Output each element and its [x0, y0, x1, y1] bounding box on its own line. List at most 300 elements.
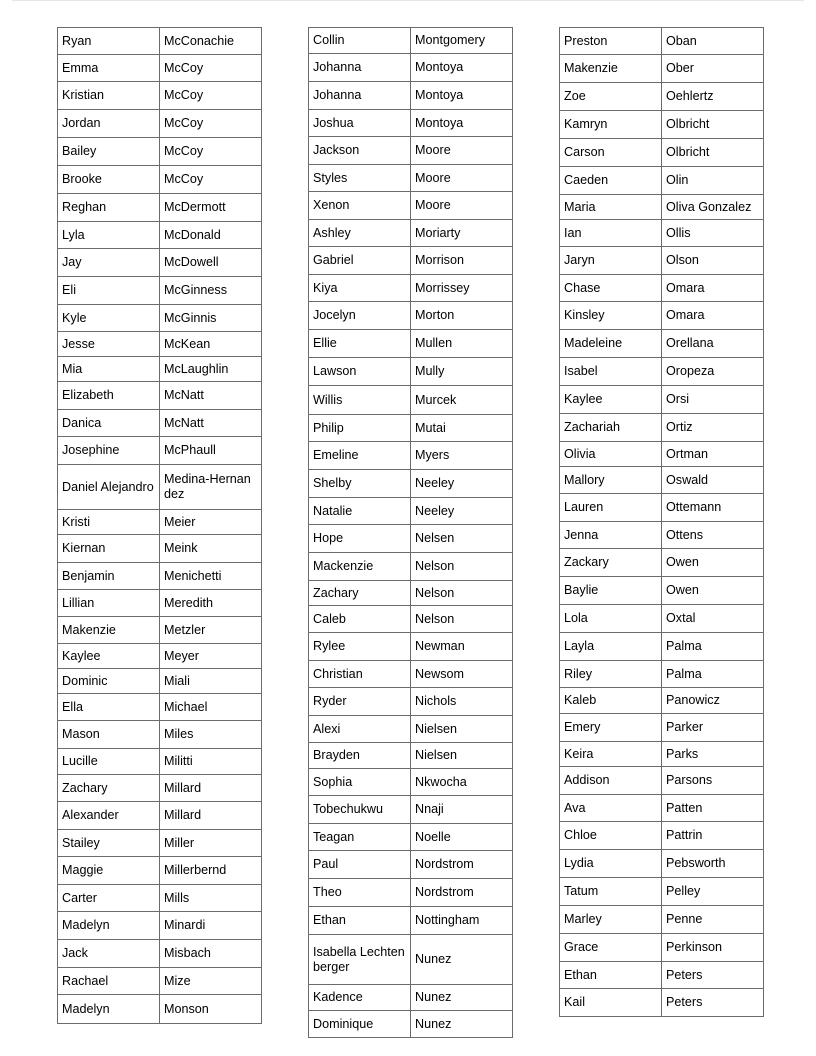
table-row	[58, 721, 262, 749]
table-row	[58, 332, 262, 357]
last-name-cell: Oswald	[662, 467, 764, 494]
last-name-cell: Montgomery	[411, 28, 513, 54]
first-name-cell: Brooke	[58, 166, 160, 194]
first-name-cell: Zackary	[560, 549, 662, 577]
first-name-cell: Lydia	[560, 850, 662, 878]
last-name-cell: McDowell	[160, 249, 262, 277]
table-row	[58, 669, 262, 694]
last-name-cell: Neeley	[411, 470, 513, 498]
table-row	[560, 302, 764, 330]
last-name-cell: Nnaji	[411, 796, 513, 824]
last-name-cell: Montoya	[411, 54, 513, 82]
table-row	[58, 357, 262, 382]
first-name-cell: Lawson	[309, 358, 411, 386]
first-name-cell: Shelby	[309, 470, 411, 498]
table-row	[58, 382, 262, 410]
table-row	[560, 795, 764, 822]
first-name-cell: Baylie	[560, 577, 662, 605]
last-name-cell: Ottemann	[662, 494, 764, 522]
table-row	[309, 661, 513, 688]
first-name-cell: Styles	[309, 165, 411, 192]
table-row	[560, 522, 764, 549]
last-name-cell: Ortiz	[662, 414, 764, 442]
first-name-cell: Reghan	[58, 194, 160, 222]
first-name-cell: Bailey	[58, 138, 160, 166]
last-name-cell: Nichols	[411, 688, 513, 716]
last-name-cell: Miles	[160, 721, 262, 749]
table-row	[309, 302, 513, 330]
last-name-cell: McGinness	[160, 277, 262, 305]
first-name-cell: Joshua	[309, 110, 411, 137]
table-row	[309, 247, 513, 275]
first-name-cell: Hope	[309, 525, 411, 553]
table-row	[560, 139, 764, 167]
last-name-cell: Oliva Gonzalez	[662, 195, 764, 220]
first-name-cell: Keira	[560, 742, 662, 767]
table-row	[309, 165, 513, 192]
table-row	[560, 494, 764, 522]
last-name-cell: Ottens	[662, 522, 764, 549]
last-name-cell: Orellana	[662, 330, 764, 358]
table-row	[560, 661, 764, 688]
last-name-cell: Nunez	[411, 985, 513, 1011]
first-name-cell: Dominic	[58, 669, 160, 694]
table-row	[560, 688, 764, 714]
last-name-cell: Montoya	[411, 110, 513, 137]
table-row	[58, 802, 262, 830]
last-name-cell: Millard	[160, 775, 262, 802]
last-name-cell: Nunez	[411, 1011, 513, 1038]
table-row	[58, 912, 262, 940]
first-name-cell: Zachary	[309, 581, 411, 606]
last-name-cell: McDonald	[160, 222, 262, 249]
last-name-cell: Militti	[160, 749, 262, 775]
table-row	[560, 989, 764, 1017]
first-name-cell: Ethan	[560, 962, 662, 989]
last-name-cell: Mullen	[411, 330, 513, 358]
table-row	[309, 137, 513, 165]
table-row	[58, 617, 262, 644]
last-name-cell: Perkinson	[662, 934, 764, 962]
table-row	[560, 714, 764, 742]
last-name-cell: Panowicz	[662, 688, 764, 714]
table-row	[58, 857, 262, 885]
first-name-cell: Lucille	[58, 749, 160, 775]
first-name-cell: Lauren	[560, 494, 662, 522]
table-row	[560, 28, 764, 55]
first-name-cell: Tatum	[560, 878, 662, 906]
last-name-cell: Palma	[662, 661, 764, 688]
last-name-cell: Moore	[411, 137, 513, 165]
table-row	[309, 851, 513, 879]
first-name-cell: Johanna	[309, 82, 411, 110]
first-name-cell: Emma	[58, 55, 160, 82]
last-name-cell: Pebsworth	[662, 850, 764, 878]
last-name-cell: McCoy	[160, 55, 262, 82]
first-name-cell: Willis	[309, 386, 411, 415]
table-row	[560, 83, 764, 111]
last-name-cell: Nelsen	[411, 525, 513, 553]
table-row	[309, 743, 513, 769]
first-name-cell: Isabel	[560, 358, 662, 386]
last-name-cell: Oropeza	[662, 358, 764, 386]
table-row	[560, 549, 764, 577]
first-name-cell: Jenna	[560, 522, 662, 549]
first-name-cell: Caeden	[560, 167, 662, 195]
last-name-cell: Meink	[160, 535, 262, 563]
table-row	[560, 878, 764, 906]
last-name-cell: Mize	[160, 968, 262, 995]
table-row	[560, 220, 764, 247]
table-row	[309, 330, 513, 358]
first-name-cell: Alexander	[58, 802, 160, 830]
last-name-cell: Menichetti	[160, 563, 262, 590]
table-row	[58, 166, 262, 194]
first-name-cell: Kail	[560, 989, 662, 1017]
first-name-cell: Philip	[309, 415, 411, 442]
last-name-cell: Michael	[160, 694, 262, 721]
first-name-cell: Riley	[560, 661, 662, 688]
table-row	[560, 906, 764, 934]
table-row	[58, 410, 262, 437]
last-name-cell: Nunez	[411, 935, 513, 985]
first-name-cell: Maggie	[58, 857, 160, 885]
last-name-cell: McGinnis	[160, 305, 262, 332]
last-name-cell: Mutai	[411, 415, 513, 442]
table-row	[309, 553, 513, 581]
table-row	[309, 1011, 513, 1038]
first-name-cell: Danica	[58, 410, 160, 437]
first-name-cell: Mackenzie	[309, 553, 411, 581]
table-row	[309, 716, 513, 743]
last-name-cell: Peters	[662, 989, 764, 1017]
table-row	[560, 55, 764, 83]
last-name-cell: McCoy	[160, 166, 262, 194]
last-name-cell: Orsi	[662, 386, 764, 414]
table-row	[58, 995, 262, 1024]
table-row	[309, 769, 513, 796]
first-name-cell: Jaryn	[560, 247, 662, 275]
table-row	[560, 386, 764, 414]
table-row	[309, 54, 513, 82]
first-name-cell: Benjamin	[58, 563, 160, 590]
last-name-cell: Parks	[662, 742, 764, 767]
table-row	[560, 467, 764, 494]
first-name-cell: Jordan	[58, 110, 160, 138]
last-name-cell: Owen	[662, 577, 764, 605]
table-row	[58, 110, 262, 138]
first-name-cell: Collin	[309, 28, 411, 54]
table-row	[309, 525, 513, 553]
first-name-cell: Olivia	[560, 442, 662, 467]
table-row	[560, 195, 764, 220]
last-name-cell: McDermott	[160, 194, 262, 222]
last-name-cell: Ober	[662, 55, 764, 83]
table-row	[58, 55, 262, 82]
first-name-cell: Kristian	[58, 82, 160, 110]
last-name-cell: Nottingham	[411, 907, 513, 935]
last-name-cell: Newman	[411, 633, 513, 661]
last-name-cell: Metzler	[160, 617, 262, 644]
last-name-cell: Omara	[662, 275, 764, 302]
table-row	[58, 590, 262, 617]
first-name-cell: Chase	[560, 275, 662, 302]
first-name-cell: Carson	[560, 139, 662, 167]
last-name-cell: Olson	[662, 247, 764, 275]
first-name-cell: Isabella Lechtenberger	[309, 935, 411, 985]
table-row	[58, 749, 262, 775]
last-name-cell: Olbricht	[662, 139, 764, 167]
table-row	[309, 192, 513, 220]
last-name-cell: Pelley	[662, 878, 764, 906]
first-name-cell: Carter	[58, 885, 160, 912]
last-name-cell: McConachie	[160, 28, 262, 55]
last-name-cell: Owen	[662, 549, 764, 577]
first-name-cell: Johanna	[309, 54, 411, 82]
first-name-cell: Kyle	[58, 305, 160, 332]
last-name-cell: Myers	[411, 442, 513, 470]
first-name-cell: Eli	[58, 277, 160, 305]
table-row	[58, 194, 262, 222]
first-name-cell: Ashley	[309, 220, 411, 247]
first-name-cell: Kaleb	[560, 688, 662, 714]
first-name-cell: Ryder	[309, 688, 411, 716]
table-row	[58, 885, 262, 912]
table-row	[58, 82, 262, 110]
table-row	[560, 167, 764, 195]
first-name-cell: Jesse	[58, 332, 160, 357]
first-name-cell: Kadence	[309, 985, 411, 1011]
last-name-cell: Meier	[160, 510, 262, 535]
last-name-cell: Moore	[411, 192, 513, 220]
first-name-cell: Zoe	[560, 83, 662, 111]
first-name-cell: Kamryn	[560, 111, 662, 139]
last-name-cell: McCoy	[160, 138, 262, 166]
last-name-cell: Miller	[160, 830, 262, 857]
last-name-cell: Mills	[160, 885, 262, 912]
last-name-cell: Nelson	[411, 606, 513, 633]
last-name-cell: Murcek	[411, 386, 513, 415]
first-name-cell: Kaylee	[58, 644, 160, 669]
table-row	[309, 879, 513, 907]
first-name-cell: Xenon	[309, 192, 411, 220]
first-name-cell: Alexi	[309, 716, 411, 743]
table-row	[58, 510, 262, 535]
table-row	[58, 830, 262, 857]
table-row	[560, 962, 764, 989]
table-row	[560, 605, 764, 633]
first-name-cell: Zachariah	[560, 414, 662, 442]
last-name-cell: Medina-Hernandez	[160, 465, 262, 510]
first-name-cell: Zachary	[58, 775, 160, 802]
first-name-cell: Lola	[560, 605, 662, 633]
table-row	[58, 138, 262, 166]
table-row	[560, 850, 764, 878]
table-row	[560, 275, 764, 302]
table-row	[309, 415, 513, 442]
first-name-cell: Theo	[309, 879, 411, 907]
first-name-cell: Marley	[560, 906, 662, 934]
last-name-cell: Meredith	[160, 590, 262, 617]
first-name-cell: Natalie	[309, 498, 411, 525]
table-row	[309, 606, 513, 633]
table-row	[58, 535, 262, 563]
first-name-cell: Layla	[560, 633, 662, 661]
last-name-cell: Miali	[160, 669, 262, 694]
table-row	[309, 275, 513, 302]
first-name-cell: Elizabeth	[58, 382, 160, 410]
first-name-cell: Emeline	[309, 442, 411, 470]
last-name-cell: Meyer	[160, 644, 262, 669]
table-row	[560, 414, 764, 442]
table-row	[309, 470, 513, 498]
first-name-cell: Kristi	[58, 510, 160, 535]
name-table-body	[560, 28, 764, 1017]
first-name-cell: Brayden	[309, 743, 411, 769]
last-name-cell: Patten	[662, 795, 764, 822]
first-name-cell: Lillian	[58, 590, 160, 617]
page-top-edge	[12, 0, 804, 1]
last-name-cell: Oehlertz	[662, 83, 764, 111]
table-row	[58, 222, 262, 249]
table-row	[309, 581, 513, 606]
table-row	[309, 442, 513, 470]
table-row	[560, 358, 764, 386]
table-row	[560, 442, 764, 467]
first-name-cell: Tobechukwu	[309, 796, 411, 824]
first-name-cell: Kaylee	[560, 386, 662, 414]
last-name-cell: McKean	[160, 332, 262, 357]
first-name-cell: Makenzie	[560, 55, 662, 83]
table-row	[560, 822, 764, 850]
last-name-cell: Peters	[662, 962, 764, 989]
table-row	[58, 694, 262, 721]
table-row	[309, 358, 513, 386]
name-table-column-3	[559, 27, 764, 1017]
last-name-cell: Nkwocha	[411, 769, 513, 796]
table-row	[58, 940, 262, 968]
first-name-cell: Christian	[309, 661, 411, 688]
first-name-cell: Ella	[58, 694, 160, 721]
last-name-cell: Penne	[662, 906, 764, 934]
first-name-cell: Jay	[58, 249, 160, 277]
first-name-cell: Jack	[58, 940, 160, 968]
first-name-cell: Kiernan	[58, 535, 160, 563]
last-name-cell: Oxtal	[662, 605, 764, 633]
last-name-cell: Olbricht	[662, 111, 764, 139]
last-name-cell: Moriarty	[411, 220, 513, 247]
last-name-cell: Ortman	[662, 442, 764, 467]
last-name-cell: Ollis	[662, 220, 764, 247]
first-name-cell: Caleb	[309, 606, 411, 633]
last-name-cell: Nordstrom	[411, 879, 513, 907]
first-name-cell: Grace	[560, 934, 662, 962]
first-name-cell: Jocelyn	[309, 302, 411, 330]
first-name-cell: Rylee	[309, 633, 411, 661]
first-name-cell: Kiya	[309, 275, 411, 302]
first-name-cell: Mason	[58, 721, 160, 749]
last-name-cell: Neeley	[411, 498, 513, 525]
name-table-column-1	[57, 27, 262, 1024]
table-row	[309, 28, 513, 54]
first-name-cell: Emery	[560, 714, 662, 742]
last-name-cell: Montoya	[411, 82, 513, 110]
first-name-cell: Addison	[560, 767, 662, 795]
last-name-cell: Parker	[662, 714, 764, 742]
last-name-cell: McPhaull	[160, 437, 262, 465]
name-table-body	[309, 28, 513, 1038]
last-name-cell: Misbach	[160, 940, 262, 968]
table-row	[309, 110, 513, 137]
last-name-cell: McCoy	[160, 82, 262, 110]
table-row	[58, 968, 262, 995]
table-row	[58, 437, 262, 465]
last-name-cell: Nielsen	[411, 716, 513, 743]
last-name-cell: Morton	[411, 302, 513, 330]
first-name-cell: Teagan	[309, 824, 411, 851]
first-name-cell: Mia	[58, 357, 160, 382]
first-name-cell: Madelyn	[58, 995, 160, 1024]
first-name-cell: Sophia	[309, 769, 411, 796]
table-row	[309, 386, 513, 415]
first-name-cell: Maria	[560, 195, 662, 220]
table-row	[560, 247, 764, 275]
last-name-cell: Millard	[160, 802, 262, 830]
last-name-cell: Olin	[662, 167, 764, 195]
first-name-cell: Lyla	[58, 222, 160, 249]
table-row	[309, 907, 513, 935]
last-name-cell: McNatt	[160, 382, 262, 410]
table-row	[309, 82, 513, 110]
last-name-cell: Nelson	[411, 553, 513, 581]
table-row	[309, 498, 513, 525]
last-name-cell: Pattrin	[662, 822, 764, 850]
first-name-cell: Ava	[560, 795, 662, 822]
table-row	[309, 935, 513, 985]
first-name-cell: Dominique	[309, 1011, 411, 1038]
table-row	[560, 633, 764, 661]
table-row	[560, 742, 764, 767]
table-row	[58, 277, 262, 305]
first-name-cell: Jackson	[309, 137, 411, 165]
last-name-cell: Morrison	[411, 247, 513, 275]
name-table-body	[58, 28, 262, 1024]
table-row	[309, 985, 513, 1011]
last-name-cell: Palma	[662, 633, 764, 661]
table-row	[560, 934, 764, 962]
table-row	[58, 305, 262, 332]
first-name-cell: Preston	[560, 28, 662, 55]
first-name-cell: Rachael	[58, 968, 160, 995]
first-name-cell: Chloe	[560, 822, 662, 850]
table-row	[560, 577, 764, 605]
last-name-cell: Noelle	[411, 824, 513, 851]
last-name-cell: McCoy	[160, 110, 262, 138]
table-row	[560, 111, 764, 139]
last-name-cell: Omara	[662, 302, 764, 330]
first-name-cell: Stailey	[58, 830, 160, 857]
first-name-cell: Kinsley	[560, 302, 662, 330]
first-name-cell: Daniel Alejandro	[58, 465, 160, 510]
last-name-cell: Moore	[411, 165, 513, 192]
first-name-cell: Ryan	[58, 28, 160, 55]
table-row	[58, 563, 262, 590]
first-name-cell: Paul	[309, 851, 411, 879]
last-name-cell: Minardi	[160, 912, 262, 940]
table-row	[309, 688, 513, 716]
table-row	[560, 330, 764, 358]
table-row	[309, 220, 513, 247]
